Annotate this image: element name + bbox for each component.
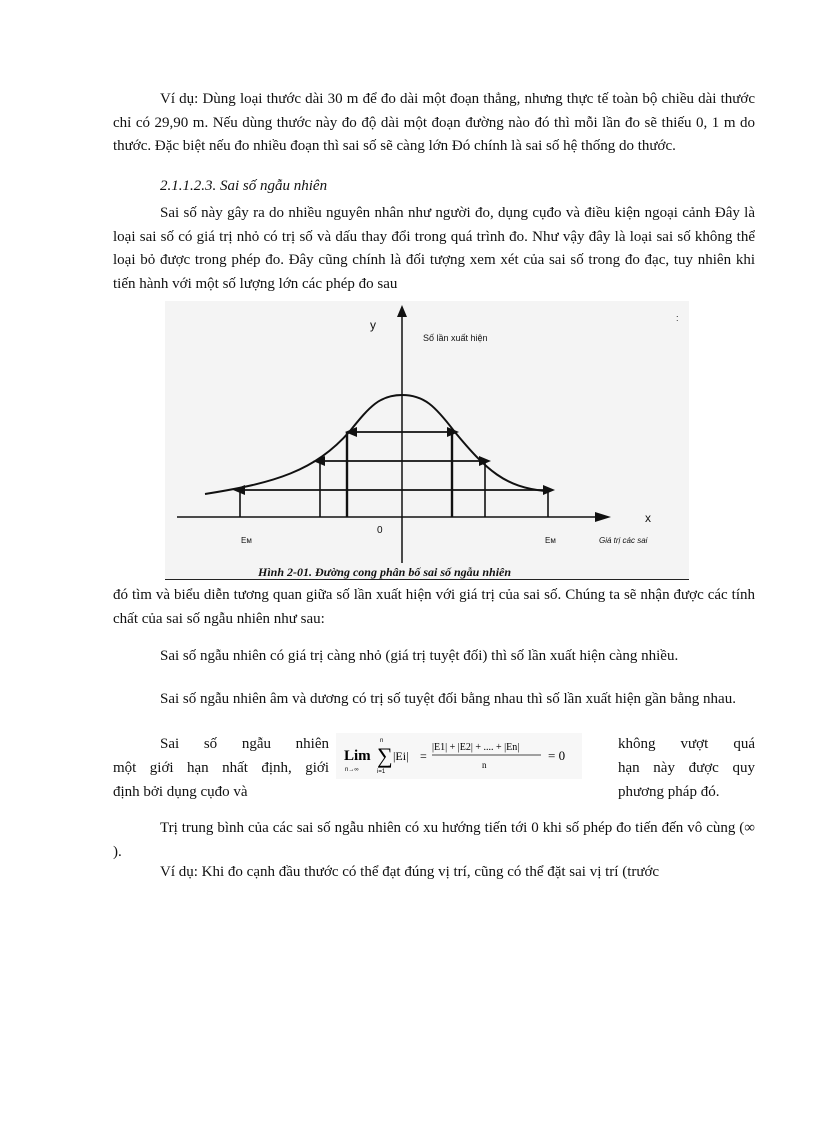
paragraph-random-error: Sai số này gây ra do nhiều nguyên nhân như người đo, dụng cụđo và điều kiện ngoại cảnh Đây là loại sai số có giá trị nhỏ có trị số và dấu thay đổi trong quá trình đo. Như vậy đây là loại sai số không thể loại bỏ được trong phép đo. Đây cũng chính là đối tượng xem xét của sai số trong đo đạc, tuy nhiên khi tiến hành với một số lượng lớn các phép đo sau <box>113 205 755 292</box>
distribution-chart <box>165 301 689 580</box>
property-1: Sai số ngẫu nhiên có giá trị càng nhỏ (giá trị tuyệt đối) thì số lần xuất hiện càng nhiều. <box>160 648 679 664</box>
formula-sum-bottom: i=1 <box>377 769 386 775</box>
formula-lim: Lim <box>344 748 371 764</box>
figure-caption: Hình 2-01. Đường cong phân bố sai số ngẫu nhiên <box>258 565 512 579</box>
formula-svg <box>336 733 582 779</box>
right-limit-label: Eм <box>545 536 556 545</box>
formula-sigma: ∑ <box>377 743 393 768</box>
property-2: Sai số ngẫu nhiên âm và dương có trị số tuyệt đối bằng nhau thì số lần xuất hiện gần bằng nhau. <box>160 691 736 707</box>
formula-denominator: n <box>482 760 487 770</box>
formula-equals: = <box>420 749 427 763</box>
paragraph-example-edge: Ví dụ: Khi đo cạnh đầu thước có thể đạt đúng vị trí, cũng có thể đặt sai vị trí (trước <box>160 864 660 880</box>
formula-abs-term: |Ei| <box>393 749 409 763</box>
property-3-left-line-3: định bởi dụng cụđo và <box>113 784 248 800</box>
formula-numerator: |E1| + |E2| + .... + |En| <box>432 742 520 753</box>
property-3-with-formula <box>113 733 755 805</box>
property-3-left-line-1: Sai số ngẫu nhiên <box>160 736 329 752</box>
property-3-right-line-3: phương pháp đó. <box>618 784 720 800</box>
property-3-right-line-2: hạn này được quy <box>618 760 755 776</box>
x-axis-caption: Giá trị các sai <box>599 536 648 545</box>
formula-sum-top: n <box>380 738 384 744</box>
property-4: Trị trung bình của các sai số ngẫu nhiên có xu hướng tiến tới 0 khi số phép đo tiến đến vô cùng (∞ ). <box>113 820 755 860</box>
formula-under-lim: n→∞ <box>345 767 359 773</box>
property-3-right-line-1: không vượt quá <box>618 736 755 752</box>
paragraph-example-ruler: Ví dụ: Dùng loại thước dài 30 m để đo dài một đoạn thẳng, nhưng thực tế toàn bộ chiều dài thước chỉ có 29,90 m. Nếu dùng thước này đo độ dài một đoạn đường nào đó thì mỗi lần đo sẽ thiếu 0, 1 m do thước. Đặc biệt nếu đo nhiều đoạn thì sai số sẽ càng lớn Đó chính là sai số hệ thống do thước. <box>113 91 755 154</box>
formula-rhs: = 0 <box>548 748 566 763</box>
property-3-left-line-2: một giới hạn nhất định, giới <box>113 760 329 776</box>
section-heading: 2.1.1.2.3. Sai số ngẫu nhiên <box>160 178 328 194</box>
figure-mark: : <box>676 313 679 323</box>
paragraph-relationship: đó tìm và biểu diễn tương quan giữa số lần xuất hiện với giá trị của sai số. Chúng ta sẽ nhận được các tính chất của sai số ngẫu nhiên như sau: <box>113 587 755 627</box>
limit-formula <box>336 733 582 779</box>
origin-label: 0 <box>377 525 383 536</box>
figure-error-distribution <box>165 301 689 580</box>
left-limit-label: Eм <box>241 536 252 545</box>
x-axis-label: x <box>645 511 651 525</box>
curve-label: Số lần xuất hiện <box>423 333 488 343</box>
caption-rule <box>165 579 689 580</box>
y-axis-label: y <box>370 318 376 332</box>
